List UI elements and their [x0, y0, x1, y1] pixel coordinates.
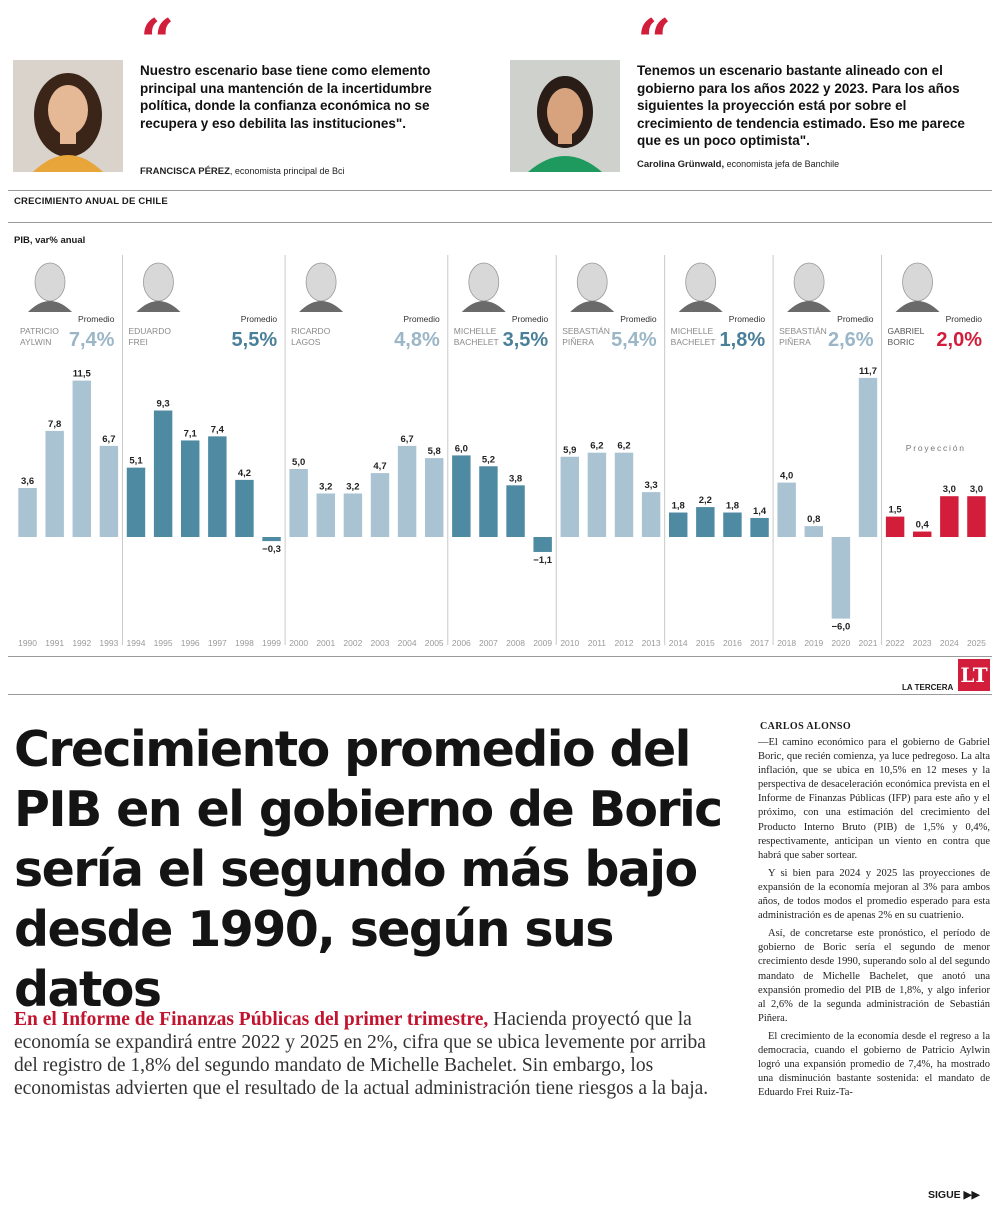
- divider: [8, 694, 992, 695]
- bar-value-label: 6,7: [102, 433, 116, 445]
- quote-text: Tenemos un escenario bastante alineado con el gobierno para los años 2022 y 2023. Para los años siguientes la proyección está por sobre el crecimiento de tendencia estimado. Eso me parece que es un poco optimista".: [637, 63, 965, 148]
- president-name: PATRICIO: [20, 326, 59, 336]
- brand-name: LA TERCERA: [902, 683, 954, 692]
- quote-author: [140, 166, 344, 177]
- bar-value-label: 1,8: [725, 500, 740, 512]
- president-portrait: [469, 263, 499, 301]
- quote-text: Nuestro escenario base tiene como elemento principal una mantención de la incertidumbre política, donde la confianza económica no se recupera y eso debilita las instituciones".: [140, 63, 432, 131]
- bar-value-label: 7,4: [210, 424, 224, 436]
- x-tick-label: 2018: [777, 638, 797, 648]
- bar: [723, 513, 741, 537]
- president-name: BACHELET: [453, 337, 499, 347]
- bar: [127, 468, 145, 537]
- president-portrait: [143, 263, 173, 301]
- bar: [561, 457, 579, 537]
- bar: [73, 381, 91, 537]
- average-caption: Promedio: [728, 314, 766, 324]
- bar-value-label: 11,7: [859, 365, 877, 377]
- president-portrait: [35, 263, 65, 301]
- x-tick-label: 1994: [126, 638, 146, 648]
- bar: [588, 453, 606, 537]
- bar-value-label: −6,0: [831, 621, 851, 633]
- bar: [208, 436, 226, 537]
- lt-logo: LT: [958, 659, 990, 691]
- photo-carolina-grunwald: [510, 60, 620, 172]
- average-value: 4,8%: [394, 329, 440, 351]
- president-portrait: [299, 301, 343, 312]
- x-tick-label: 1996: [180, 638, 200, 648]
- bar-value-label: 2,2: [698, 495, 712, 507]
- president-name: SEBASTIÁN: [562, 326, 610, 336]
- x-tick-label: 2007: [478, 638, 498, 648]
- x-tick-label: 2009: [533, 638, 553, 648]
- average-caption: Promedio: [945, 314, 982, 324]
- bar: [100, 446, 118, 537]
- bar-value-label: 3,0: [969, 484, 984, 496]
- gdp-growth-chart: [0, 250, 1000, 655]
- bar: [45, 431, 63, 537]
- x-tick-label: 2011: [587, 638, 607, 648]
- president-name: EDUARDO: [128, 326, 171, 336]
- average-value: 3,5%: [502, 329, 549, 351]
- president-portrait: [679, 301, 723, 312]
- x-tick-label: 1997: [207, 638, 227, 648]
- x-tick-label: 2025: [966, 638, 986, 648]
- average-caption: Promedio: [78, 314, 115, 324]
- bar-value-label: 6,7: [400, 433, 414, 445]
- bar: [777, 483, 795, 537]
- article-body: [758, 736, 990, 1104]
- bar: [181, 440, 199, 537]
- lead-text: Hacienda proyectó que la economía se expandirá entre 2022 y 2025 en 2%, cifra que se ubica levemente por arriba del registro de 1,8% del segundo mandato de Michelle Bachelet. Sin embargo, los economistas advierten que el resultado de la actual administración tiene riesgos a la baja.: [14, 1009, 709, 1099]
- bar: [615, 453, 633, 537]
- bar-value-label: 3,8: [508, 473, 523, 485]
- bar-value-label: 0,4: [915, 519, 929, 531]
- body-paragraph: El crecimiento de la economía desde el regreso a la democracia, cuando el gobierno de Patricio Aylwin logró una expansión promedio de 7,4%, ha mostrado una disminución bastante sostenida: el mandato de Eduardo Frei Ruiz-Ta-: [758, 1030, 990, 1099]
- bar: [262, 537, 280, 541]
- bar-value-label: 1,5: [888, 504, 902, 516]
- quote-author-name: FRANCISCA PÉREZ: [140, 166, 230, 177]
- bar: [154, 411, 172, 537]
- x-tick-label: 1995: [153, 638, 173, 648]
- bar: [398, 446, 416, 537]
- photo-francisca-perez: [13, 60, 123, 172]
- byline: CARLOS ALONSO: [760, 721, 852, 732]
- lead-paragraph: [14, 1008, 714, 1100]
- president-portrait: [28, 301, 72, 312]
- bar-value-label: 0,8: [807, 514, 821, 526]
- bar: [425, 458, 443, 537]
- president-portrait: [136, 301, 180, 312]
- body-paragraph: Así, de concretarse este pronóstico, el período de gobierno de Boric sería el segundo de menor crecimiento desde 1990, superando solo al del segundo mandato de Michelle Bachelet, que anotó una expansión promedio del PIB de 1,8%, y algo inferior al 2,6% de la segunda administración de Sebastián Piñera.: [758, 928, 990, 1024]
- quote-author-name: Carolina Grünwald,: [637, 159, 725, 170]
- average-value: 5,5%: [231, 329, 278, 351]
- average-caption: Promedio: [403, 314, 440, 324]
- x-tick-label: 2013: [641, 638, 661, 648]
- bar-value-label: 3,3: [644, 480, 658, 492]
- x-tick-label: 1990: [18, 638, 38, 648]
- x-tick-label: 2017: [750, 638, 770, 648]
- bar-value-label: 4,2: [237, 467, 252, 479]
- x-tick-label: 2024: [939, 638, 959, 648]
- x-tick-label: 2005: [424, 638, 444, 648]
- x-tick-label: 2006: [451, 638, 471, 648]
- president-name: MICHELLE: [453, 326, 497, 336]
- president-name: BORIC: [887, 337, 915, 347]
- president-portrait: [686, 263, 716, 301]
- bar-value-label: 7,1: [183, 428, 197, 440]
- x-tick-label: 2010: [560, 638, 580, 648]
- x-tick-label: 2021: [858, 638, 878, 648]
- bar: [859, 378, 877, 537]
- average-caption: Promedio: [620, 314, 657, 324]
- bar: [371, 473, 389, 537]
- president-portrait: [577, 263, 607, 301]
- divider: [8, 656, 992, 657]
- bar-value-label: −0,3: [262, 544, 281, 556]
- bar: [913, 532, 931, 537]
- average-value: 2,6%: [827, 329, 874, 351]
- average-value: 7,4%: [68, 329, 115, 351]
- average-caption: Promedio: [240, 314, 278, 324]
- x-tick-label: 2022: [885, 638, 905, 648]
- president-portrait: [570, 301, 614, 312]
- average-caption: Promedio: [837, 314, 874, 324]
- bar-value-label: −1,1: [533, 554, 553, 566]
- quote-author: [637, 159, 839, 170]
- body-paragraph: —El camino económico para el gobierno de Gabriel Boric, que recién comienza, ya luce pedregoso. La alta inflación, que se ubica en 10,5% en 12 meses y la perspectiva de desaceleración económica prevista en el Informe de Finanzas Públicas (IFP) para este año y el próximo, con una estimación del crecimiento del Producto Interno Bruto (PIB) de 1,5% y 0,4%, respectivamente, anticipan un viento en contra que habrá que saber sortear.: [758, 737, 990, 861]
- bar: [967, 496, 985, 537]
- bar: [18, 488, 36, 537]
- president-portrait: [896, 301, 940, 312]
- x-tick-label: 2019: [804, 638, 824, 648]
- x-tick-label: 2023: [912, 638, 932, 648]
- quote-author-role: , economista principal de Bci: [229, 166, 345, 176]
- bar: [533, 537, 551, 552]
- bar-value-label: 5,0: [292, 457, 306, 468]
- continue-link[interactable]: SIGUE ▶▶: [928, 1189, 980, 1201]
- x-tick-label: 2008: [506, 638, 526, 648]
- bar-value-label: 6,2: [617, 440, 631, 452]
- bar-value-label: 3,0: [942, 484, 956, 496]
- lead-kicker: En el Informe de Finanzas Públicas del primer trimestre,: [14, 1009, 489, 1030]
- average-caption: Promedio: [511, 314, 549, 324]
- average-value: 2,0%: [936, 329, 982, 351]
- president-portrait: [794, 263, 824, 301]
- bar: [886, 517, 904, 537]
- president-name: PIÑERA: [779, 337, 811, 347]
- bar-value-label: 6,2: [590, 440, 604, 452]
- x-tick-label: 1998: [234, 638, 254, 648]
- bar-value-label: 9,3: [156, 398, 170, 410]
- quote-mark-icon: “: [637, 7, 672, 77]
- x-tick-label: 2000: [289, 638, 309, 648]
- bar-value-label: 1,8: [671, 500, 685, 512]
- x-tick-label: 2003: [370, 638, 390, 648]
- divider: [8, 222, 992, 223]
- x-tick-label: 1992: [72, 638, 92, 648]
- bar-value-label: 11,5: [72, 368, 91, 380]
- average-value: 5,4%: [611, 329, 657, 351]
- bar-value-label: 4,7: [373, 461, 387, 473]
- quote-author-role: economista jefa de Banchile: [724, 159, 840, 169]
- bar: [479, 466, 497, 537]
- bar: [235, 480, 253, 537]
- president-name: RICARDO: [291, 326, 331, 336]
- president-portrait: [903, 263, 933, 301]
- president-portrait: [462, 301, 506, 312]
- divider: [8, 190, 992, 191]
- x-tick-label: 2015: [695, 638, 715, 648]
- x-tick-label: 2004: [397, 638, 417, 648]
- bar-value-label: 3,6: [20, 476, 35, 488]
- bar-value-label: 6,0: [454, 443, 468, 455]
- chart-title: CRECIMIENTO ANUAL DE CHILE: [14, 196, 168, 207]
- quote-mark-icon: “: [140, 7, 175, 77]
- bar: [669, 513, 687, 537]
- bar: [696, 507, 714, 537]
- president-name: MICHELLE: [670, 326, 714, 336]
- president-name: LAGOS: [291, 337, 321, 347]
- bar: [344, 493, 362, 537]
- x-tick-label: 2002: [343, 638, 363, 648]
- bar: [642, 492, 660, 537]
- bar: [805, 526, 823, 537]
- x-tick-label: 1993: [99, 638, 119, 648]
- bar-value-label: 1,4: [752, 505, 767, 517]
- bar: [940, 496, 958, 537]
- bar: [317, 493, 335, 537]
- president-name: BACHELET: [670, 337, 716, 347]
- bar-value-label: 7,8: [48, 418, 62, 430]
- bar-value-label: 5,2: [481, 454, 496, 466]
- body-paragraph: Y si bien para 2024 y 2025 las proyecciones de expansión de la economía mejoran al 3% para ambos años, de todos modos el promedio esperado para esta administración es de apenas 2% en su cuatrienio.: [758, 867, 990, 922]
- bar: [452, 455, 470, 537]
- bar-value-label: 4,0: [780, 470, 794, 482]
- bar-value-label: 5,8: [427, 446, 441, 458]
- president-portrait: [306, 263, 336, 301]
- president-name: GABRIEL: [887, 326, 925, 336]
- president-name: FREI: [128, 337, 148, 347]
- bar-value-label: 5,9: [563, 444, 577, 456]
- bar-value-label: 3,2: [346, 481, 360, 493]
- x-tick-label: 2012: [614, 638, 634, 648]
- bar-value-label: 3,2: [319, 481, 333, 493]
- x-tick-label: 2001: [316, 638, 336, 648]
- bar-value-label: 5,1: [129, 455, 143, 467]
- bar: [289, 469, 307, 537]
- bar: [506, 485, 524, 537]
- chart-ylabel: PIB, var% anual: [14, 235, 86, 246]
- bar: [750, 518, 768, 537]
- average-value: 1,8%: [719, 329, 766, 351]
- x-tick-label: 1999: [262, 638, 282, 648]
- president-portrait: [787, 301, 831, 312]
- bar: [832, 537, 850, 619]
- president-name: SEBASTIÁN: [779, 326, 827, 336]
- x-tick-label: 2016: [722, 638, 742, 648]
- x-tick-label: 2020: [831, 638, 851, 648]
- president-name: AYLWIN: [20, 337, 52, 347]
- x-tick-label: 1991: [45, 638, 65, 648]
- headline: Crecimiento promedio del PIB en el gobierno de Boric sería el segundo más bajo desde 1990, según sus datos: [14, 721, 722, 1018]
- president-name: PIÑERA: [562, 337, 594, 347]
- projection-label: Proyección: [905, 443, 966, 453]
- x-tick-label: 2014: [668, 638, 688, 648]
